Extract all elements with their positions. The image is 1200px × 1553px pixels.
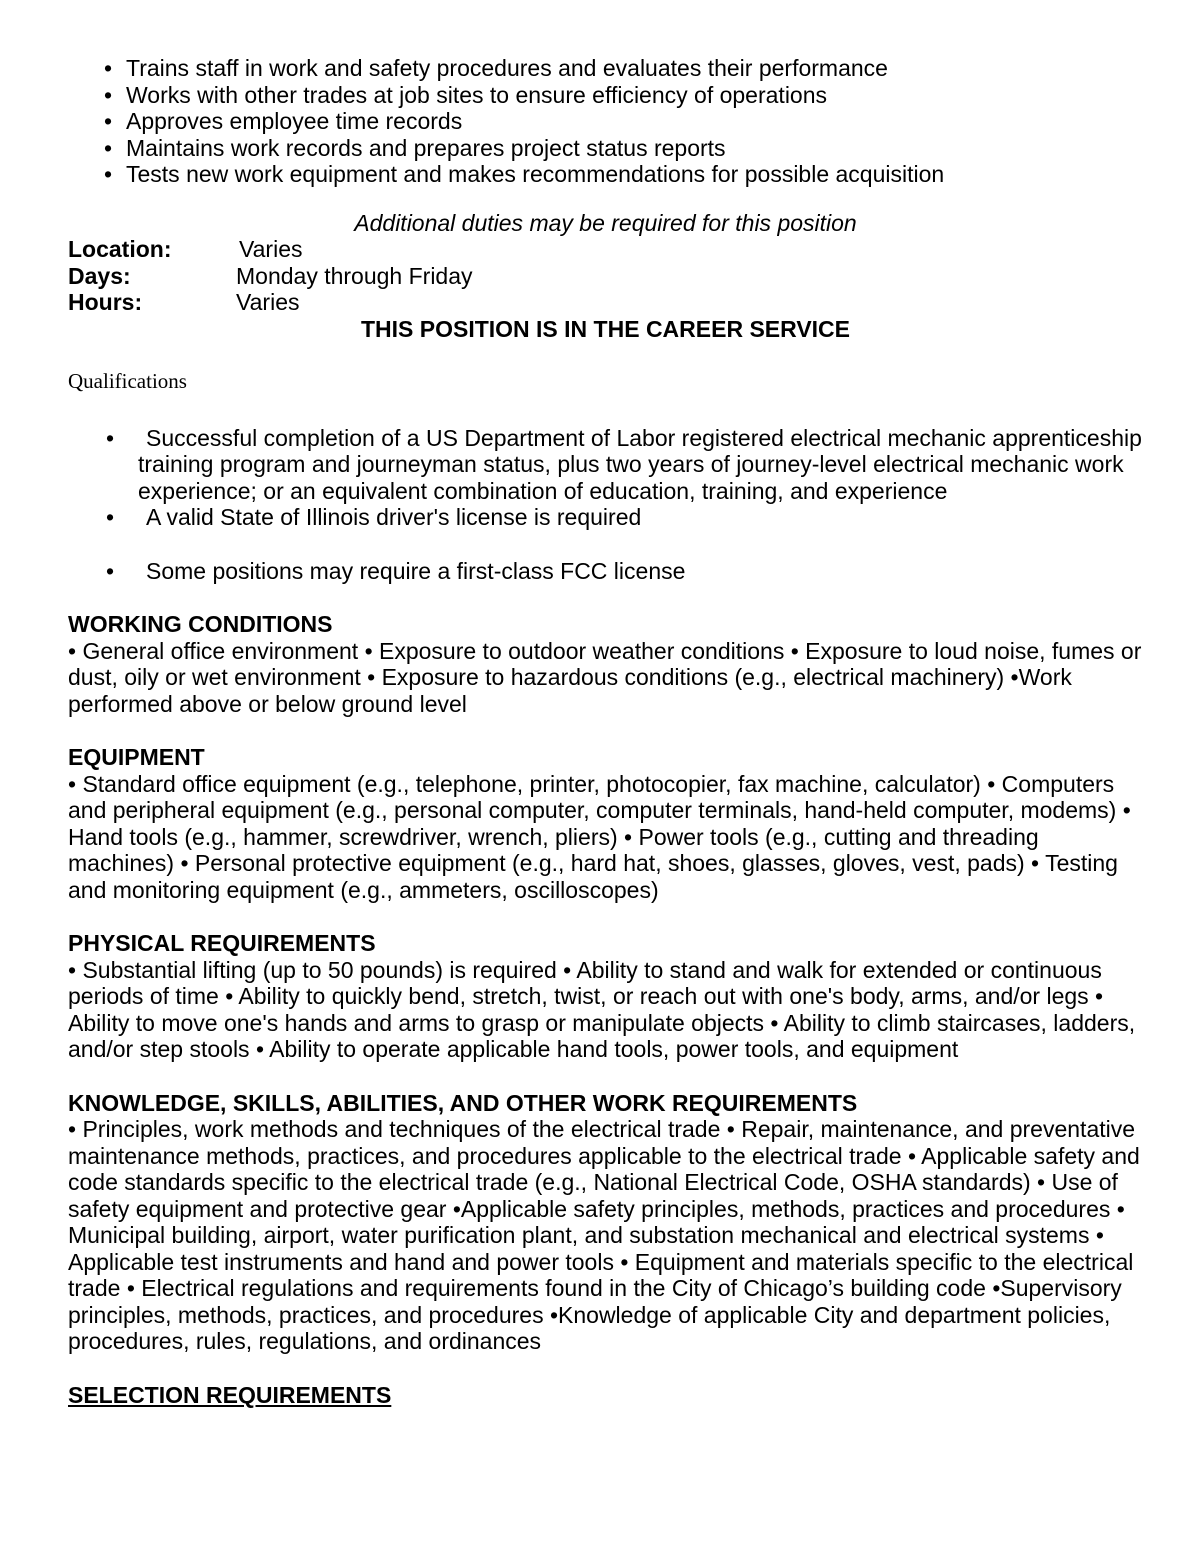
location-label: Location: bbox=[68, 236, 172, 262]
section-body: • Principles, work methods and techniques of the electrical trade • Repair, maintenance, and preventative maintenance methods, practices, and procedures applicable to the electrical trade • Applicable safety and code standards specific to the electrical trade (e.g., National Electrical Code, OSHA standards) • Use of safety equipment and protective gear •Applicable safety principles, methods, practices and procedures • Municipal building, airport, water purification plant, and substation mechanical and electrical systems • Applicable test instruments and hand and power tools • Equipment and materials specific to the electrical trade • Electrical regulations and requirements found in the City of Chicago’s building code •Supervisory principles, methods, practices, and procedures •Knowledge of applicable City and department policies, procedures, rules, regulations, and ordinances bbox=[68, 1116, 1140, 1354]
section-body: • Substantial lifting (up to 50 pounds) is required • Ability to stand and walk for extended or continuous periods of time • Ability to quickly bend, stretch, twist, or reach out with one's body, arms, and/or legs • Ability to move one's hands and arms to grasp or manipulate objects • Ability to climb staircases, ladders, and/or step stools • Ability to operate applicable hand tools, power tools, and equipment bbox=[68, 956, 1136, 1062]
position-info bbox=[68, 236, 1143, 316]
qualification-text: A valid State of Illinois driver's license is required bbox=[146, 504, 642, 530]
section-body: • General office environment • Exposure to outdoor weather conditions • Exposure to loud noise, fumes or dust, oily or wet environment • Exposure to hazardous conditions (e.g., electrical machinery) •Work performed above or below ground level bbox=[68, 637, 1142, 717]
hours-row bbox=[68, 289, 1143, 316]
list-item: • Trains staff in work and safety procedures and evaluates their performance bbox=[68, 55, 1143, 82]
list-item: • Tests new work equipment and makes recommendations for possible acquisition bbox=[68, 161, 1143, 188]
career-service-notice: THIS POSITION IS IN THE CAREER SERVICE bbox=[360, 315, 851, 342]
qualifications-list bbox=[68, 425, 1143, 585]
section-title: WORKING CONDITIONS bbox=[68, 611, 333, 637]
section-title: KNOWLEDGE, SKILLS, ABILITIES, AND OTHER WORK REQUIREMENTS bbox=[68, 1089, 858, 1116]
duties-list bbox=[68, 55, 1143, 188]
qualifications-heading: Qualifications bbox=[68, 369, 187, 393]
additional-duties-note: Additional duties may be required for this position bbox=[354, 209, 857, 236]
days-label: Days: bbox=[68, 262, 131, 289]
location-row bbox=[68, 236, 1143, 263]
section-body: • Standard office equipment (e.g., telephone, printer, photocopier, fax machine, calculator) • Computers and peripheral equipment (e.g., personal computer, computer terminals, hand-held computer, modems) • Hand tools (e.g., hammer, screwdriver, wrench, pliers) • Power tools (e.g., cutting and threading machines) • Personal protective equipment (e.g., hard hat, shoes, glasses, gloves, vest, pads) • Testing and monitoring equipment (e.g., ammeters, oscilloscopes) bbox=[68, 770, 1131, 903]
qualification-text: Some positions may require a first-class FCC license bbox=[146, 557, 686, 584]
days-row bbox=[68, 263, 1143, 290]
list-item bbox=[68, 558, 1143, 585]
working-conditions-section bbox=[68, 611, 1143, 717]
list-item: • Approves employee time records bbox=[68, 108, 1143, 135]
section-title: PHYSICAL REQUIREMENTS bbox=[68, 930, 376, 956]
hours-value: Varies bbox=[236, 289, 300, 315]
days-value: Monday through Friday bbox=[236, 262, 473, 289]
list-item: • Maintains work records and prepares project status reports bbox=[68, 135, 1143, 162]
hours-label: Hours: bbox=[68, 289, 143, 315]
list-item bbox=[68, 504, 1143, 531]
selection-requirements-title: SELECTION REQUIREMENTS bbox=[68, 1381, 392, 1408]
document-page bbox=[68, 55, 1143, 1408]
list-item bbox=[68, 425, 1143, 505]
list-item: • Works with other trades at job sites to ensure efficiency of operations bbox=[68, 82, 1143, 109]
location-value: Varies bbox=[239, 236, 303, 262]
equipment-section bbox=[68, 744, 1143, 903]
qualification-text: Successful completion of a US Department of Labor registered electrical mechanic apprenticeship training program and journeyman status, plus two years of journey-level electrical mechanic work experience; or an equivalent combination of education, training, and experience bbox=[138, 424, 1142, 504]
ksa-section bbox=[68, 1090, 1143, 1355]
physical-requirements-section bbox=[68, 930, 1143, 1063]
section-title: EQUIPMENT bbox=[68, 744, 205, 770]
